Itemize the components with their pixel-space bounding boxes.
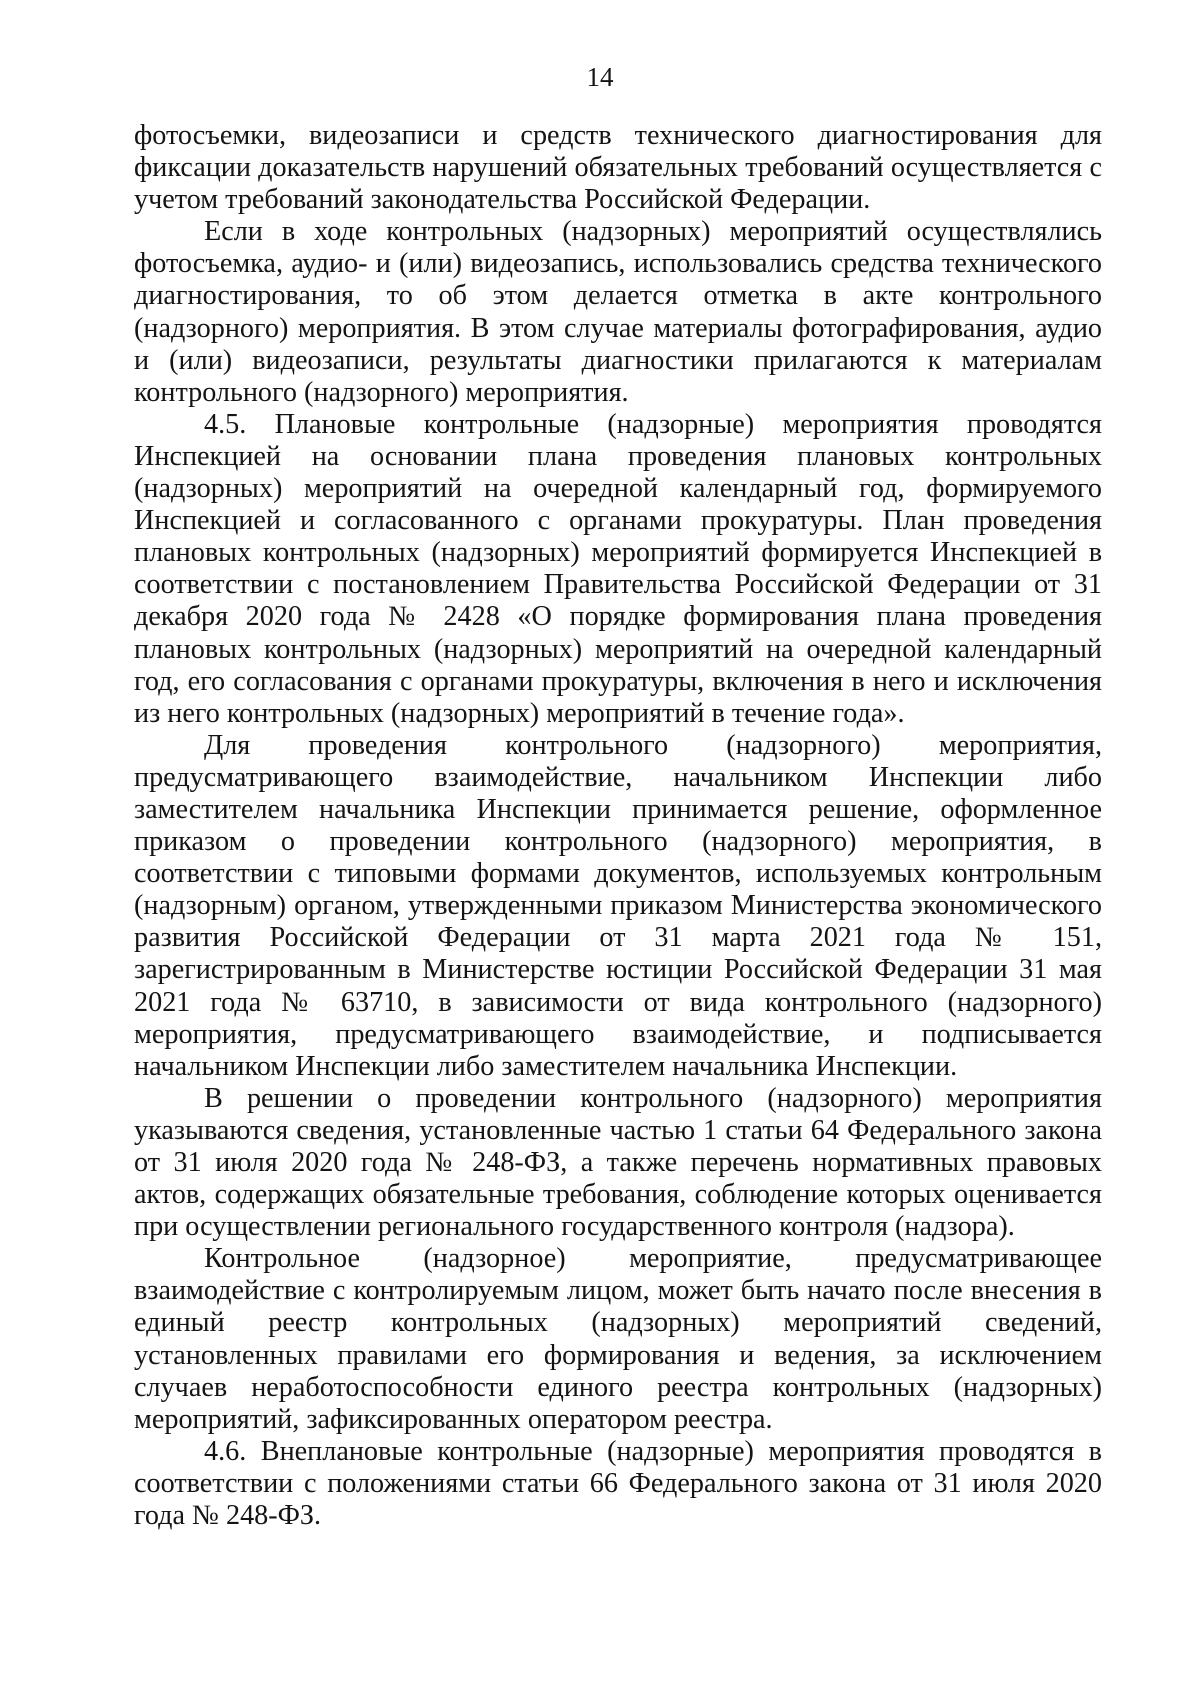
paragraph-1: фотосъемки, видеозаписи и средств технического диагностирования для фиксации доказательств нарушений обязательных требований осуществляется с учетом требований законодательства Российской Федерации. xyxy=(134,120,1102,216)
paragraph-4: Для проведения контрольного (надзорного) мероприятия, предусматривающего взаимодействие, начальником Инспекции либо заместителем начальника Инспекции принимается решение, оформленное приказом о проведении контрольного (надзорного) мероприятия, в соответствии с типовыми формами документов, используемых контрольным (надзорным) органом, утвержденными приказом Министерства экономического развития Российской Федерации от 31 марта 2021 года № 151, зарегистрированным в Министерстве юстиции Российской Федерации 31 мая 2021 года № 63710, в зависимости от вида контрольного (надзорного) мероприятия, предусматривающего взаимодействие, и подписывается начальником Инспекции либо заместителем начальника Инспекции. xyxy=(134,729,1102,1082)
paragraph-2: Если в ходе контрольных (надзорных) мероприятий осуществлялись фотосъемка, аудио- и (или) видеозапись, использовались средства технического диагностирования, то об этом делается отметка в акте контрольного (надзорного) мероприятия. В этом случае материалы фотографирования, аудио и (или) видеозаписи, результаты диагностики прилагаются к материалам контрольного (надзорного) мероприятия. xyxy=(134,216,1102,408)
paragraph-3: 4.5. Плановые контрольные (надзорные) мероприятия проводятся Инспекцией на основании плана проведения плановых контрольных (надзорных) мероприятий на очередной календарный год, формируемого Инспекцией и согласованного с органами прокуратуры. План проведения плановых контрольных (надзорных) мероприятий формируется Инспекцией в соответствии с постановлением Правительства Российской Федерации от 31 декабря 2020 года № 2428 «О порядке формирования плана проведения плановых контрольных (надзорных) мероприятий на очередной календарный год, его согласования с органами прокуратуры, включения в него и исключения из него контрольных (надзорных) мероприятий в течение года». xyxy=(134,408,1102,729)
paragraph-7: 4.6. Внеплановые контрольные (надзорные) мероприятия проводятся в соответствии с положениями статьи 66 Федерального закона от 31 июля 2020 года № 248-ФЗ. xyxy=(134,1435,1102,1532)
paragraph-6: Контрольное (надзорное) мероприятие, предусматривающее взаимодействие с контролируемым лицом, может быть начато после внесения в единый реестр контрольных (надзорных) мероприятий сведений, установленных правилами его формирования и ведения, за исключением случаев неработоспособности единого реестра контрольных (надзорных) мероприятий, зафиксированных оператором реестра. xyxy=(134,1243,1102,1435)
paragraph-5: В решении о проведении контрольного (надзорного) мероприятия указываются сведения, установленные частью 1 статьи 64 Федерального закона от 31 июля 2020 года № 248-ФЗ, а также перечень нормативных правовых актов, содержащих обязательные требования, соблюдение которых оценивается при осуществлении регионального государственного контроля (надзора). xyxy=(134,1082,1102,1243)
document-body xyxy=(134,120,1102,1532)
page-number: 14 xyxy=(586,62,614,92)
